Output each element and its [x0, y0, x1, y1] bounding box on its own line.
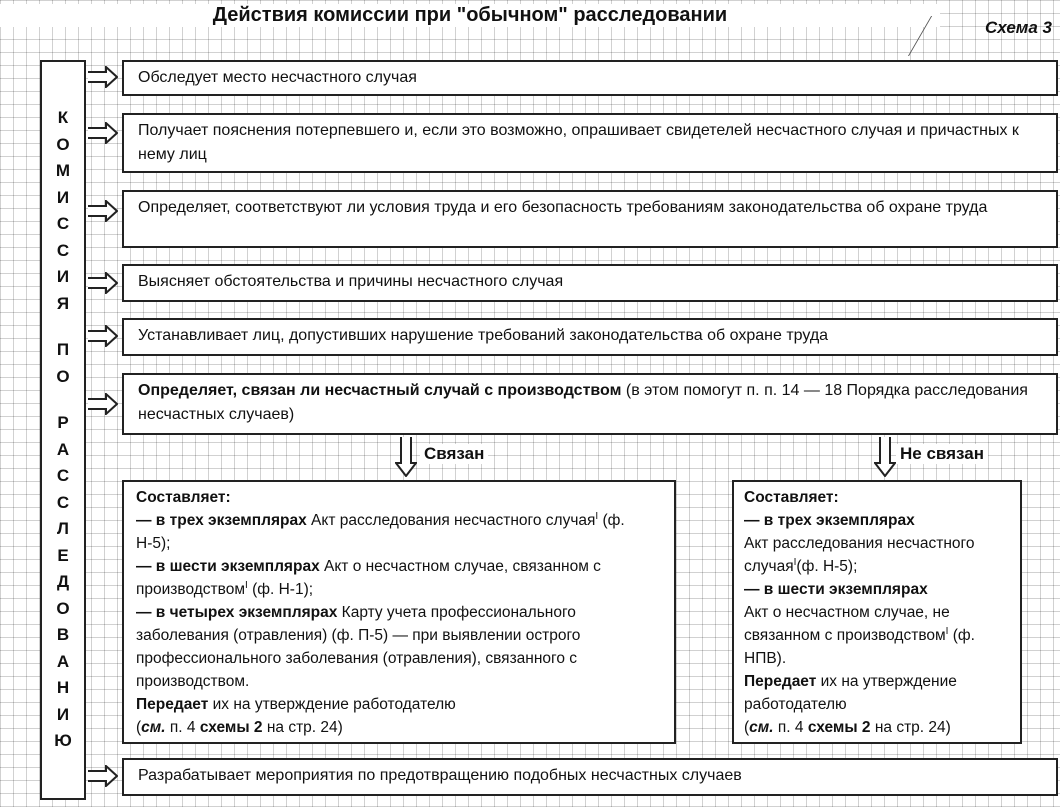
action-text: Устанавливает лиц, допустивших нарушение требований законодательства об охране труда: [138, 327, 829, 344]
linked-item3-qty: — в четырех экземплярах: [136, 604, 338, 621]
not-linked-reference: [744, 716, 1010, 739]
linked-pass-bold: Передает: [136, 696, 209, 713]
arrow-down-icon: [395, 437, 417, 477]
side-label-letter: О: [56, 366, 70, 386]
not-linked-item2-text: Акт о несчастном случае, не связанном с производством: [744, 604, 950, 644]
side-label-letter: А: [56, 651, 70, 671]
action-box-circumstances: [122, 264, 1058, 302]
not-linked-item1-text: Акт расследования несчастного случая: [744, 535, 975, 575]
footnote-mark: I: [595, 510, 599, 522]
action-text: Получает пояснения потерпевшего и, если это возможно, опрашивает свидетелей несчастного случая и причастных к нему лиц: [138, 122, 1019, 163]
side-label-letter: С: [56, 466, 70, 486]
linked-item2-text: Акт о несчастном случае, связанном с производством: [136, 558, 601, 598]
action-text: Выясняет обстоятельства и причины несчастного случая: [138, 273, 564, 290]
ref-see: см.: [141, 719, 166, 736]
side-label-letter: Е: [57, 545, 69, 565]
diagram-title: Действия комиссии при "обычном" расследовании: [0, 4, 940, 27]
footnote-mark: I: [244, 579, 248, 591]
not-linked-item1-form: (ф. Н-5);: [796, 558, 858, 575]
commission-side-label: [40, 60, 86, 800]
ref-open: (: [136, 719, 142, 736]
not-linked-item2-qty: — в шести экземплярах: [744, 581, 928, 598]
linked-pass-text: их на утверждение работодателю: [208, 696, 456, 713]
ref-mid: п. 4: [773, 719, 808, 736]
arrow-right-icon: [88, 122, 118, 144]
arrow-right-icon: [88, 393, 118, 415]
side-label-letter: О: [56, 134, 70, 154]
side-label-letter: Ю: [54, 731, 72, 751]
side-label-letter: И: [56, 267, 70, 287]
linked-item1-qty: — в трех экземплярах: [136, 512, 307, 529]
not-linked-heading: Составляет:: [744, 489, 839, 506]
side-label-letter: В: [56, 625, 70, 645]
ref-see: см.: [749, 719, 774, 736]
side-label-letter: С: [56, 214, 70, 234]
side-label-letter: О: [56, 598, 70, 618]
linked-item2-qty: — в шести экземплярах: [136, 558, 320, 575]
side-label-letter: К: [57, 108, 69, 128]
action-text: Разрабатывает мероприятия по предотвращению подобных несчастных случаев: [138, 767, 742, 784]
arrow-right-icon: [88, 325, 118, 347]
linked-item2-form: (ф. Н-1);: [247, 581, 314, 598]
action-box-explanations: [122, 113, 1058, 173]
footnote-mark: I: [793, 556, 797, 568]
action-text: Определяет, соответствуют ли условия труда и его безопасность требованиям законодательства об охране труда: [138, 199, 988, 216]
side-label-letter: И: [56, 704, 70, 724]
not-linked-item2-form: (ф. НПВ).: [744, 627, 975, 667]
side-label-letter: Р: [57, 413, 69, 433]
branch-label-linked: Связан: [420, 444, 488, 464]
linked-documents-box: [122, 480, 676, 744]
arrow-right-icon: [88, 272, 118, 294]
determine-bold: Определяет, связан ли несчастный случай с производством: [138, 382, 622, 399]
action-box-inspect: [122, 60, 1058, 96]
not-linked-pass-text: их на утверждение работодателю: [744, 673, 957, 713]
ref-scheme: схемы 2: [199, 719, 263, 736]
scheme-label: Схема 3: [930, 14, 1058, 42]
side-label-letter: Л: [57, 519, 69, 539]
action-box-conditions: [122, 190, 1058, 248]
arrow-right-icon: [88, 66, 118, 88]
arrow-right-icon: [88, 765, 118, 787]
side-label-letter: С: [56, 492, 70, 512]
linked-item3-text: Карту учета профессионального заболевания (отравления) (ф. П-5) — при выявлении острого профессионального заболевания (отравления), связанного с производством.: [136, 604, 581, 690]
side-label-letter: А: [56, 439, 70, 459]
ref-open: (: [744, 719, 750, 736]
linked-reference: [136, 716, 662, 739]
linked-item1-text: Акт расследования несчастного случая: [306, 512, 596, 529]
ref-mid: п. 4: [165, 719, 200, 736]
ref-end: на стр. 24): [262, 719, 343, 736]
action-box-determine: [122, 373, 1058, 435]
not-linked-documents-box: [732, 480, 1022, 744]
ref-scheme: схемы 2: [807, 719, 871, 736]
linked-item1-form: (ф. Н-5);: [136, 512, 625, 552]
footnote-mark: I: [945, 625, 949, 637]
branch-label-not-linked: Не связан: [896, 444, 988, 464]
action-box-prevention: [122, 758, 1058, 796]
side-label-letter: С: [56, 240, 70, 260]
not-linked-pass-bold: Передает: [744, 673, 817, 690]
ref-end: на стр. 24): [870, 719, 951, 736]
arrow-down-icon: [874, 437, 896, 477]
side-label-letter: И: [56, 187, 70, 207]
side-label-letter: М: [55, 161, 71, 181]
not-linked-item1-qty: — в трех экземплярах: [744, 512, 915, 529]
linked-heading: Составляет:: [136, 489, 231, 506]
side-label-letter: Д: [56, 572, 70, 592]
action-text: Обследует место несчастного случая: [138, 69, 417, 86]
side-label-letter: Н: [56, 678, 70, 698]
action-box-violators: [122, 318, 1058, 356]
side-label-letter: П: [56, 340, 70, 360]
arrow-right-icon: [88, 200, 118, 222]
determine-normal: (в этом помогут п. п. 14 — 18 Порядка расследования несчастных случаев): [138, 382, 1028, 423]
side-label-letter: Я: [56, 293, 70, 313]
